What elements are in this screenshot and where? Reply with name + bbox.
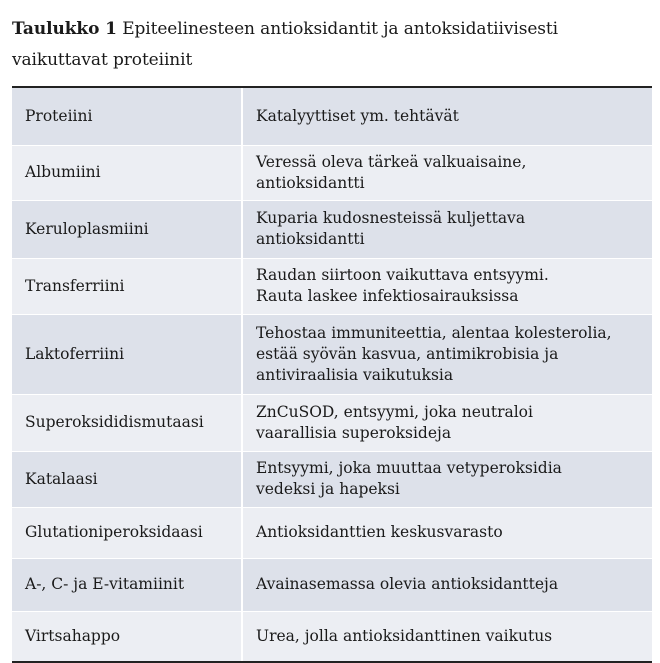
table-cell-protein bbox=[12, 314, 242, 394]
cell-line: Urea, jolla antioksidanttinen vaikutus bbox=[256, 626, 553, 645]
cell-line: Veressä oleva tärkeä valkuaisaine, bbox=[256, 152, 527, 171]
table-cell-function bbox=[242, 507, 652, 558]
cell-text: Albumiini bbox=[25, 163, 101, 181]
cell-line: Raudan siirtoon vaikuttava entsyymi. bbox=[256, 266, 549, 284]
cell-text: A-, C- ja E-vitamiinit bbox=[25, 575, 185, 593]
cell-line: antiviraalisia vaikutuksia bbox=[256, 365, 454, 384]
caption-text: Epiteelinesteen antioksidantit ja antoksidatiivisesti vaikuttavat proteiinit bbox=[12, 19, 558, 70]
cell-line: estää syövän kasvua, antimikrobisia ja bbox=[256, 344, 559, 363]
table-row bbox=[12, 200, 652, 258]
table-cell-protein bbox=[12, 145, 242, 200]
cell-line: Rauta laskee infektiosairauksissa bbox=[256, 287, 519, 305]
table-cell-function bbox=[242, 88, 652, 145]
table-cell-protein bbox=[12, 507, 242, 558]
cell-line: Entsyymi, joka muuttaa vetyperoksidia bbox=[256, 459, 562, 477]
table-cell-protein bbox=[12, 200, 242, 258]
table-row bbox=[12, 558, 652, 611]
cell-text: Katalaasi bbox=[25, 469, 98, 488]
table-cell-protein bbox=[12, 558, 242, 611]
table-caption bbox=[12, 14, 652, 76]
cell-line: vaarallisia superoksideja bbox=[256, 423, 452, 442]
table-cell-function bbox=[242, 394, 652, 451]
table-cell-function bbox=[242, 611, 652, 661]
table-cell-protein bbox=[12, 258, 242, 314]
table-cell-protein bbox=[12, 88, 242, 145]
table-cell-protein bbox=[12, 451, 242, 507]
table-row bbox=[12, 258, 652, 314]
table-row bbox=[12, 314, 652, 394]
table-cell-function bbox=[242, 558, 652, 611]
table-row bbox=[12, 394, 652, 451]
table-row bbox=[12, 451, 652, 507]
cell-text: Superoksididismutaasi bbox=[25, 413, 204, 431]
cell-text: Keruloplasmiini bbox=[25, 219, 149, 238]
cell-line: Kuparia kudosnesteissä kuljettava bbox=[256, 209, 526, 227]
cell-line: Avainasemassa olevia antioksidantteja bbox=[256, 575, 559, 593]
table-cell-function bbox=[242, 451, 652, 507]
table-body bbox=[12, 88, 652, 661]
table-cell-function bbox=[242, 314, 652, 394]
table-row bbox=[12, 611, 652, 661]
table-cell-function bbox=[242, 200, 652, 258]
cell-line: antioksidantti bbox=[256, 173, 365, 192]
cell-text: Proteiini bbox=[25, 106, 93, 125]
cell-line: Katalyyttiset ym. tehtävät bbox=[256, 106, 459, 125]
cell-text: Laktoferriini bbox=[25, 344, 125, 363]
cell-text: Glutationiperoksidaasi bbox=[25, 523, 203, 541]
cell-line: Tehostaa immuniteettia, alentaa kolesterolia, bbox=[256, 323, 612, 342]
cell-line: Antioksidanttien keskusvarasto bbox=[256, 523, 503, 541]
table-cell-protein bbox=[12, 394, 242, 451]
caption-label: Taulukko 1 bbox=[12, 19, 117, 39]
table-cell-function bbox=[242, 145, 652, 200]
table-row bbox=[12, 145, 652, 200]
cell-line: ZnCuSOD, entsyymi, joka neutraloi bbox=[256, 402, 533, 421]
cell-text: Transferriini bbox=[25, 276, 125, 295]
cell-text: Virtsahappo bbox=[25, 626, 121, 645]
table-cell-protein bbox=[12, 611, 242, 661]
cell-line: vedeksi ja hapeksi bbox=[256, 480, 400, 498]
table-cell-function bbox=[242, 258, 652, 314]
cell-line: antioksidantti bbox=[256, 230, 365, 248]
data-table bbox=[12, 86, 652, 663]
table-row bbox=[12, 88, 652, 145]
table-row bbox=[12, 507, 652, 558]
